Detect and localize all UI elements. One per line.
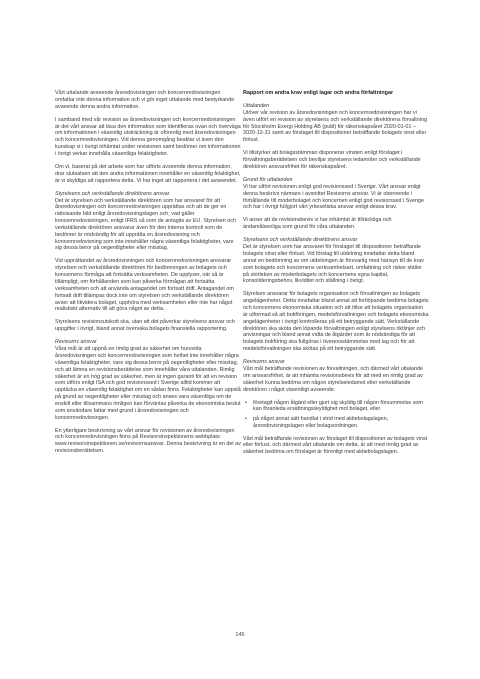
- paragraph: En ytterligare beskrivning av vårt ansvar för revisionen av årsredovisningen och koncernredovisningen finns på Revisorsinspektionens webbplats: www.revisorsinspektionen.se/revisornsansvar. Denna beskrivning är en del av revisionsberättelsen.: [55, 427, 241, 455]
- section-subheading: Grund för uttalanden: [243, 177, 293, 183]
- section-subheading: Uttalanden: [243, 103, 270, 110]
- section-heading: Rapport om andra krav enligt lagar och andra författningar: [243, 90, 394, 96]
- right-column: [243, 90, 429, 462]
- section-subheading: Styrelsens och verkställande direktörens ansvar: [55, 190, 170, 197]
- paragraph: Våra mål är att uppnå en rimlig grad av säkerhet om huruvida årsredovisningen och koncernredovisningen som helhet inte innehåller några väsentliga felaktigheter, vare sig dessa beror på oegentligheter eller misstag, och att lämna en revisionsberättelse som innehåller våra uttalanden. Rimlig säkerhet är en hög grad av säkerhet, men är ingen garanti för att en revision som utförs enligt ISA och god revisionssed i Sverige alltid kommer att upptäcka en väsentlig felaktighet om en sådan finns. Felaktigheter kan uppstå på grund av oegentligheter eller misstag och anses vara väsentliga om de enskilt eller tillsammans rimligen kan förväntas påverka de ekonomiska beslut som användare fattar med grund i årsredovisningen och koncernredovisningen.: [55, 346, 241, 421]
- paragraph: Vårt mål beträffande revisionen av förslaget till dispositioner av bolagets vinst eller förlust, och därmed vårt uttalande om detta, är att med rimlig grad av säkerhet bedöma om förslaget är förenligt med aktiebolagslagen.: [243, 435, 428, 456]
- bullet-list: [243, 400, 429, 430]
- list-item: • på något annat sätt handlat i strid med aktiebolagslagen, årsredovisningslagen eller bolagsordningen.: [253, 416, 429, 430]
- section-subheading: Revisorns ansvar: [55, 339, 97, 346]
- page-number: 145: [235, 632, 245, 638]
- left-column: [55, 90, 241, 461]
- paragraph: Vi anser att de revisionsbevis vi har inhämtat är tillräckliga och ändamålsenliga som grund för våra uttalanden.: [243, 217, 392, 231]
- paragraph: Vårt uttalande avseende årsredovisningen och koncernredovisningen omfattar inte denna information och vi gör inget uttalande med bestyrkande avseende denna andra information.: [55, 90, 235, 110]
- paragraph: I samband med vår revision av årsredovisningen och koncernredovisningen är det vårt ansvar att läsa den information som identifieras ovan och överväga om informationen i väsentlig utsträckning är oförenlig med årsredovisningen och koncernredovisningen. Vid denna genomgång beaktar vi även den kunskap vi i övrigt inhämtat under revisionen samt bedömer om informationen i övrigt verkar innehålla väsentliga felaktigheter.: [55, 116, 241, 157]
- paragraph: Vi tillstyrker att bolagsstämman disponerar vinsten enligt förslaget i förvaltningsberättelsen och beviljar styrelsens ledamöter och verkställande direktören ansvarsfrihet för räkenskapsåret.: [243, 150, 421, 170]
- paragraph: Vårt mål beträffande revisionen av förvaltningen, och därmed vårt uttalande om ansvarsfrihet, är att inhämta revisionsbevis för att med en rimlig grad av säkerhet kunna bedöma om någon styrelseledamot eller verkställande direktören i något väsentligt avseende:: [243, 366, 423, 393]
- section-subheading: Revisorns ansvar: [243, 359, 285, 366]
- section-subheading: Styrelsens och verkställande direktörens ansvar: [243, 237, 358, 244]
- paragraph: Styrelsens revisionsutskott ska, utan att det påverkar styrelsens ansvar och uppgifter i övrigt, bland annat övervaka bolagets finansiella rapportering.: [55, 319, 235, 333]
- paragraph: Det är styrelsen som har ansvaret för förslaget till dispositioner beträffande bolagets vinst eller förlust. Vid förslag till utdelning innefattar detta bland annat en bedömning av om utdelningen är försvarlig med hänsyn till de krav som bolagets och koncernens verksamhetsart, omfattning och risker ställer på storleken av moderbolagets och koncernens egna kapital, konsolideringsbehov, likviditet och ställning i övrigt.: [243, 244, 424, 285]
- paragraph: Om vi, baserat på det arbete som har utförts avseende denna information, drar slutsatsen att den andra informationen innehåller en väsentlig felaktighet, är vi skyldiga att rapportera detta. Vi har inget att rapportera i det avseendet.: [55, 163, 241, 184]
- paragraph: Vid upprättandet av årsredovisningen och koncernredovisningen ansvarar styrelsen och verkställande direktören för bedömningen av bolagets och koncernens förmåga att fortsätta verksamheten. De upplyser, när så är tillämpligt, om förhållanden som kan påverka förmågan att fortsätta verksamheten och att använda antagandet om fortsatt drift. Antagandet om fortsatt drift tillämpas dock inte om styrelsen och verkställande direktören avser att likvidera bolaget, upphöra med verksamheten eller inte har något realistiskt alternativ till att göra något av detta.: [55, 258, 234, 313]
- paragraph: Styrelsen ansvarar för bolagets organisation och förvaltningen av bolagets angelägenheter. Detta innefattar bland annat att fortlöpande bedöma bolagets och koncernens ekonomiska situation och att tillse att bolagets organisation är utformad så att bokföringen, medelsförvaltningen och bolagets ekonomiska angelägenheter i övrigt kontrolleras på ett betryggande sätt. Verkställande direktören ska sköta den löpande förvaltningen enligt styrelsens riktlinjer och anvisningar och bland annat vidta de åtgärder som är nödvändiga för att bolagets bokföring ska fullgöras i överensstämmelse med lag och för att medelsförvaltningen ska skötas på ett betryggande sätt.: [243, 291, 429, 353]
- paragraph: Vi har utfört revisionen enligt god revisionssed i Sverige. Vårt ansvar enligt denna beskrivs närmare i avsnittet Revisorns ansvar. Vi är oberoende i förhållande till moderbolaget och koncernen enligt god revisorssed i Sverige och har i övrigt fullgjort vårt yrkesetiska ansvar enligt dessa krav.: [243, 183, 424, 211]
- paragraph: Utöver vår revision av årsredovisningen och koncernredovisningen har vi även utfört en revision av styrelsens och verkställande direktörens förvaltning för Stockholm Exergi Holding AB (publ) för räkenskapsåret 2020-01-01 – 2020-12-31 samt av förslaget till dispositioner beträffande bolagets vinst eller förlust.: [243, 109, 427, 144]
- list-item: • företagit någon åtgärd eller gjort sig skyldig till någon försummelse som kan föranleda ersättningsskyldighet mot bolaget, eller: [253, 400, 429, 414]
- paragraph: Det är styrelsen och verkställande direktören som har ansvaret för att årsredovisningen och koncernredovisningen upprättas och att de ger en rättvisande bild enligt årsredovisningslagen och, vad gäller koncernredovisningen, enligt IFRS så som de antagits av EU. Styrelsen och verkställande direktören ansvarar även för den interna kontroll som de bedömer är nödvändig för att upprätta en årsredovisning och koncernredovisning som inte innehåller några väsentliga felaktigheter, vare sig dessa beror på oegentligheter eller misstag.: [55, 197, 236, 252]
